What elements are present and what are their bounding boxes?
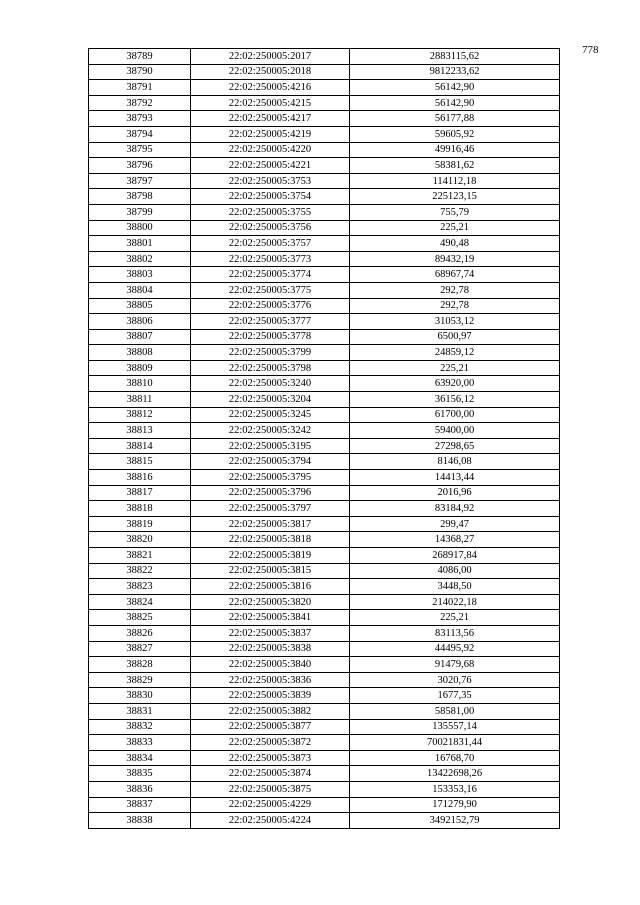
cadastral-number-cell: 22:02:250005:3778 — [191, 329, 350, 345]
table-row — [89, 470, 560, 486]
row-number-cell: 38810 — [89, 376, 191, 392]
table-row — [89, 485, 560, 501]
cadastral-number-cell: 22:02:250005:4224 — [191, 813, 350, 829]
row-number-cell: 38799 — [89, 204, 191, 220]
cadastral-number-cell: 22:02:250005:3795 — [191, 470, 350, 486]
value-cell: 83184,92 — [350, 501, 560, 517]
value-cell: 56142,90 — [350, 80, 560, 96]
table-row — [89, 64, 560, 80]
table-row — [89, 703, 560, 719]
value-cell: 14368,27 — [350, 532, 560, 548]
cadastral-number-cell: 22:02:250005:4217 — [191, 111, 350, 127]
value-cell: 490,48 — [350, 236, 560, 252]
cadastral-number-cell: 22:02:250005:2018 — [191, 64, 350, 80]
row-number-cell: 38817 — [89, 485, 191, 501]
table-row — [89, 392, 560, 408]
row-number-cell: 38791 — [89, 80, 191, 96]
row-number-cell: 38796 — [89, 158, 191, 174]
table-row — [89, 80, 560, 96]
cadastral-number-cell: 22:02:250005:4229 — [191, 797, 350, 813]
row-number-cell: 38805 — [89, 298, 191, 314]
value-cell: 63920,00 — [350, 376, 560, 392]
row-number-cell: 38820 — [89, 532, 191, 548]
table-row — [89, 220, 560, 236]
table-row — [89, 719, 560, 735]
registry-table — [88, 48, 560, 829]
cadastral-number-cell: 22:02:250005:3836 — [191, 672, 350, 688]
cadastral-number-cell: 22:02:250005:3819 — [191, 548, 350, 564]
row-number-cell: 38816 — [89, 470, 191, 486]
cadastral-number-cell: 22:02:250005:3839 — [191, 688, 350, 704]
value-cell: 299,47 — [350, 516, 560, 532]
table-row — [89, 95, 560, 111]
value-cell: 89432,19 — [350, 251, 560, 267]
row-number-cell: 38804 — [89, 282, 191, 298]
table-row — [89, 267, 560, 283]
value-cell: 3492152,79 — [350, 813, 560, 829]
table-row — [89, 688, 560, 704]
cadastral-number-cell: 22:02:250005:4220 — [191, 142, 350, 158]
cadastral-number-cell: 22:02:250005:3882 — [191, 703, 350, 719]
table-row — [89, 657, 560, 673]
cadastral-number-cell: 22:02:250005:3773 — [191, 251, 350, 267]
value-cell: 9812233,62 — [350, 64, 560, 80]
cadastral-number-cell: 22:02:250005:3816 — [191, 579, 350, 595]
row-number-cell: 38832 — [89, 719, 191, 735]
table-row — [89, 189, 560, 205]
value-cell: 6500,97 — [350, 329, 560, 345]
cadastral-number-cell: 22:02:250005:3757 — [191, 236, 350, 252]
row-number-cell: 38831 — [89, 703, 191, 719]
table-row — [89, 813, 560, 829]
cadastral-number-cell: 22:02:250005:3242 — [191, 423, 350, 439]
table-row — [89, 594, 560, 610]
table-row — [89, 501, 560, 517]
row-number-cell: 38836 — [89, 781, 191, 797]
value-cell: 14413,44 — [350, 470, 560, 486]
cadastral-number-cell: 22:02:250005:3837 — [191, 625, 350, 641]
row-number-cell: 38819 — [89, 516, 191, 532]
table-row — [89, 766, 560, 782]
value-cell: 49916,46 — [350, 142, 560, 158]
row-number-cell: 38811 — [89, 392, 191, 408]
value-cell: 268917,84 — [350, 548, 560, 564]
cadastral-number-cell: 22:02:250005:2017 — [191, 49, 350, 65]
row-number-cell: 38793 — [89, 111, 191, 127]
row-number-cell: 38814 — [89, 438, 191, 454]
cadastral-number-cell: 22:02:250005:3798 — [191, 360, 350, 376]
cadastral-number-cell: 22:02:250005:3756 — [191, 220, 350, 236]
cadastral-number-cell: 22:02:250005:3840 — [191, 657, 350, 673]
value-cell: 755,79 — [350, 204, 560, 220]
table-row — [89, 548, 560, 564]
table-row — [89, 423, 560, 439]
cadastral-number-cell: 22:02:250005:4221 — [191, 158, 350, 174]
value-cell: 59605,92 — [350, 126, 560, 142]
value-cell: 153353,16 — [350, 781, 560, 797]
row-number-cell: 38834 — [89, 750, 191, 766]
value-cell: 2883115,62 — [350, 49, 560, 65]
row-number-cell: 38794 — [89, 126, 191, 142]
value-cell: 1677,35 — [350, 688, 560, 704]
cadastral-number-cell: 22:02:250005:3755 — [191, 204, 350, 220]
table-row — [89, 625, 560, 641]
value-cell: 225,21 — [350, 610, 560, 626]
table-row — [89, 672, 560, 688]
cadastral-number-cell: 22:02:250005:3240 — [191, 376, 350, 392]
table-row — [89, 579, 560, 595]
table-row — [89, 142, 560, 158]
row-number-cell: 38806 — [89, 314, 191, 330]
row-number-cell: 38801 — [89, 236, 191, 252]
value-cell: 171279,90 — [350, 797, 560, 813]
cadastral-number-cell: 22:02:250005:3872 — [191, 735, 350, 751]
cadastral-number-cell: 22:02:250005:3774 — [191, 267, 350, 283]
row-number-cell: 38800 — [89, 220, 191, 236]
cadastral-number-cell: 22:02:250005:3820 — [191, 594, 350, 610]
table-row — [89, 532, 560, 548]
table-row — [89, 236, 560, 252]
row-number-cell: 38792 — [89, 95, 191, 111]
table-row — [89, 376, 560, 392]
table-row — [89, 282, 560, 298]
value-cell: 68967,74 — [350, 267, 560, 283]
table-row — [89, 563, 560, 579]
table-row — [89, 158, 560, 174]
row-number-cell: 38822 — [89, 563, 191, 579]
cadastral-number-cell: 22:02:250005:3796 — [191, 485, 350, 501]
value-cell: 59400,00 — [350, 423, 560, 439]
row-number-cell: 38824 — [89, 594, 191, 610]
cadastral-number-cell: 22:02:250005:4219 — [191, 126, 350, 142]
value-cell: 24859,12 — [350, 345, 560, 361]
table-row — [89, 360, 560, 376]
table-row — [89, 610, 560, 626]
row-number-cell: 38829 — [89, 672, 191, 688]
table-row — [89, 454, 560, 470]
value-cell: 83113,56 — [350, 625, 560, 641]
table-row — [89, 781, 560, 797]
table-row — [89, 345, 560, 361]
value-cell: 214022,18 — [350, 594, 560, 610]
table-row — [89, 407, 560, 423]
cadastral-number-cell: 22:02:250005:3195 — [191, 438, 350, 454]
value-cell: 2016,96 — [350, 485, 560, 501]
value-cell: 13422698,26 — [350, 766, 560, 782]
row-number-cell: 38830 — [89, 688, 191, 704]
row-number-cell: 38821 — [89, 548, 191, 564]
value-cell: 36156,12 — [350, 392, 560, 408]
value-cell: 16768,70 — [350, 750, 560, 766]
table-row — [89, 797, 560, 813]
value-cell: 61700,00 — [350, 407, 560, 423]
row-number-cell: 38812 — [89, 407, 191, 423]
value-cell: 56142,90 — [350, 95, 560, 111]
table-row — [89, 111, 560, 127]
row-number-cell: 38808 — [89, 345, 191, 361]
cadastral-number-cell: 22:02:250005:3815 — [191, 563, 350, 579]
cadastral-number-cell: 22:02:250005:3777 — [191, 314, 350, 330]
row-number-cell: 38827 — [89, 641, 191, 657]
cadastral-number-cell: 22:02:250005:3204 — [191, 392, 350, 408]
row-number-cell: 38790 — [89, 64, 191, 80]
row-number-cell: 38798 — [89, 189, 191, 205]
row-number-cell: 38833 — [89, 735, 191, 751]
value-cell: 27298,65 — [350, 438, 560, 454]
row-number-cell: 38838 — [89, 813, 191, 829]
cadastral-number-cell: 22:02:250005:3877 — [191, 719, 350, 735]
row-number-cell: 38813 — [89, 423, 191, 439]
row-number-cell: 38789 — [89, 49, 191, 65]
value-cell: 44495,92 — [350, 641, 560, 657]
table-row — [89, 251, 560, 267]
value-cell: 135557,14 — [350, 719, 560, 735]
cadastral-number-cell: 22:02:250005:3797 — [191, 501, 350, 517]
table-row — [89, 49, 560, 65]
row-number-cell: 38815 — [89, 454, 191, 470]
cadastral-number-cell: 22:02:250005:3753 — [191, 173, 350, 189]
cadastral-number-cell: 22:02:250005:3817 — [191, 516, 350, 532]
value-cell: 8146,08 — [350, 454, 560, 470]
value-cell: 225,21 — [350, 220, 560, 236]
row-number-cell: 38837 — [89, 797, 191, 813]
value-cell: 3020,76 — [350, 672, 560, 688]
cadastral-number-cell: 22:02:250005:3776 — [191, 298, 350, 314]
row-number-cell: 38803 — [89, 267, 191, 283]
cadastral-number-cell: 22:02:250005:3799 — [191, 345, 350, 361]
table-row — [89, 298, 560, 314]
value-cell: 114112,18 — [350, 173, 560, 189]
cadastral-number-cell: 22:02:250005:3874 — [191, 766, 350, 782]
value-cell: 292,78 — [350, 282, 560, 298]
table-row — [89, 173, 560, 189]
row-number-cell: 38795 — [89, 142, 191, 158]
value-cell: 4086,00 — [350, 563, 560, 579]
table-row — [89, 314, 560, 330]
value-cell: 3448,50 — [350, 579, 560, 595]
table-row — [89, 126, 560, 142]
cadastral-number-cell: 22:02:250005:3245 — [191, 407, 350, 423]
value-cell: 91479,68 — [350, 657, 560, 673]
cadastral-number-cell: 22:02:250005:3838 — [191, 641, 350, 657]
row-number-cell: 38825 — [89, 610, 191, 626]
table-row — [89, 735, 560, 751]
value-cell: 58381,62 — [350, 158, 560, 174]
value-cell: 70021831,44 — [350, 735, 560, 751]
value-cell: 31053,12 — [350, 314, 560, 330]
table-row — [89, 329, 560, 345]
row-number-cell: 38828 — [89, 657, 191, 673]
row-number-cell: 38823 — [89, 579, 191, 595]
cadastral-number-cell: 22:02:250005:3794 — [191, 454, 350, 470]
row-number-cell: 38797 — [89, 173, 191, 189]
cadastral-number-cell: 22:02:250005:3754 — [191, 189, 350, 205]
table-row — [89, 516, 560, 532]
value-cell: 225123,15 — [350, 189, 560, 205]
page-number: 778 — [582, 44, 599, 56]
table-row — [89, 750, 560, 766]
cadastral-number-cell: 22:02:250005:3818 — [191, 532, 350, 548]
value-cell: 225,21 — [350, 360, 560, 376]
table-row — [89, 438, 560, 454]
row-number-cell: 38826 — [89, 625, 191, 641]
table-row — [89, 641, 560, 657]
row-number-cell: 38802 — [89, 251, 191, 267]
row-number-cell: 38807 — [89, 329, 191, 345]
registry-table-body — [89, 49, 560, 829]
cadastral-number-cell: 22:02:250005:4216 — [191, 80, 350, 96]
cadastral-number-cell: 22:02:250005:3841 — [191, 610, 350, 626]
value-cell: 56177,88 — [350, 111, 560, 127]
table-row — [89, 204, 560, 220]
cadastral-number-cell: 22:02:250005:3875 — [191, 781, 350, 797]
value-cell: 58581,00 — [350, 703, 560, 719]
cadastral-number-cell: 22:02:250005:3775 — [191, 282, 350, 298]
cadastral-number-cell: 22:02:250005:4215 — [191, 95, 350, 111]
value-cell: 292,78 — [350, 298, 560, 314]
row-number-cell: 38809 — [89, 360, 191, 376]
cadastral-number-cell: 22:02:250005:3873 — [191, 750, 350, 766]
row-number-cell: 38835 — [89, 766, 191, 782]
row-number-cell: 38818 — [89, 501, 191, 517]
